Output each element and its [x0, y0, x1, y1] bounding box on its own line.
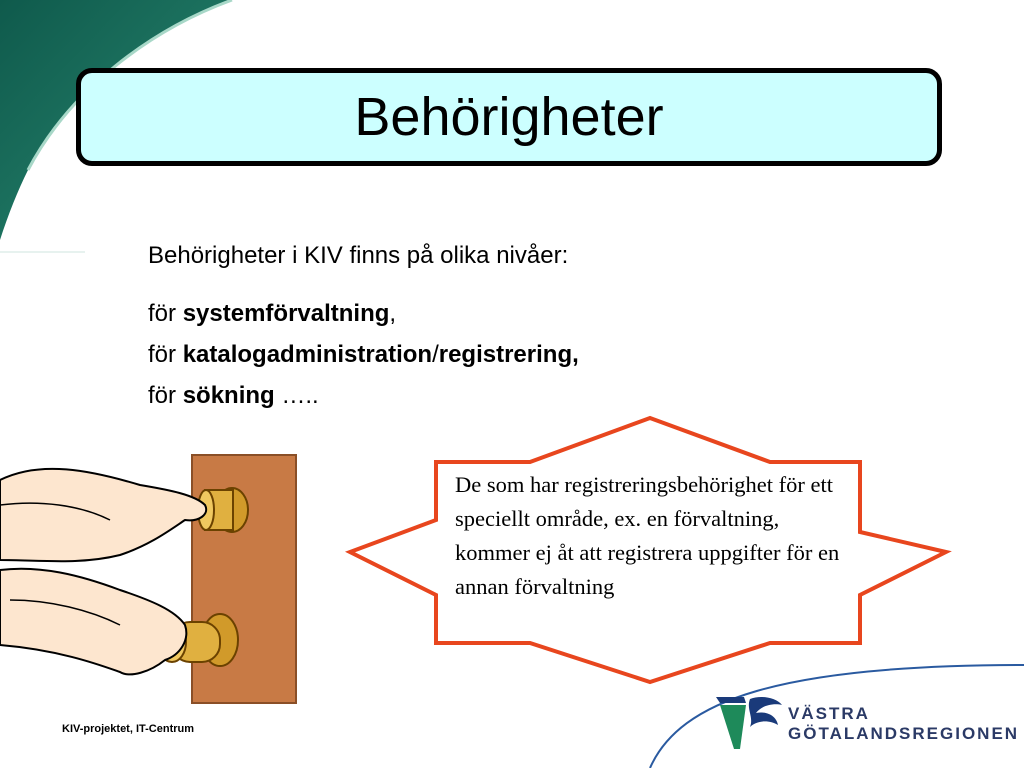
key-door-illustration — [0, 450, 300, 705]
item-prefix: för — [148, 300, 183, 327]
item-bold-2: registrering, — [438, 341, 579, 368]
item-prefix: för — [148, 382, 183, 409]
item-bold: katalogadministration — [182, 341, 433, 368]
slide-title: Behörigheter — [354, 87, 664, 147]
item-bold: sökning — [182, 382, 275, 409]
item-prefix: för — [148, 341, 183, 368]
logo-text-line1: VÄSTRA — [788, 704, 870, 723]
list-item-1 — [148, 300, 396, 328]
logo-text-line2: GÖTALANDSREGIONEN — [788, 724, 1020, 743]
region-logo-icon — [716, 695, 786, 755]
callout-text: De som har registreringsbehörighet för ett speciellt område, ex. en förvaltning, kommer ej åt att registrera uppgifter för en annan förvaltning — [455, 472, 840, 599]
intro-text: Behörigheter i KIV finns på olika nivåer: — [148, 242, 569, 269]
title-box — [76, 68, 942, 166]
item-suffix: ….. — [274, 382, 319, 409]
list-item-3 — [148, 382, 319, 410]
list-item-2 — [148, 341, 579, 369]
item-separator: / — [432, 341, 439, 368]
item-suffix: , — [389, 300, 397, 327]
item-bold: systemförvaltning — [182, 300, 390, 327]
footer-text: KIV-projektet, IT-Centrum — [62, 723, 195, 735]
